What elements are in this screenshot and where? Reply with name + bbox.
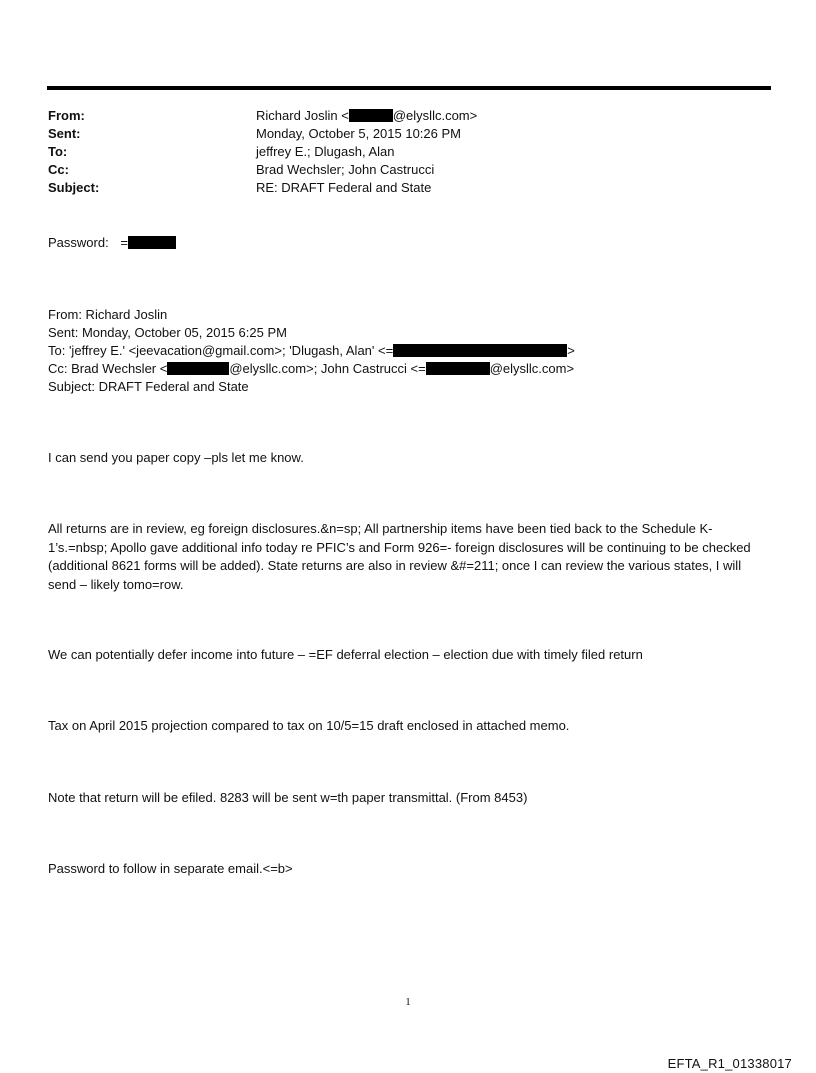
bates-number: EFTA_R1_01338017 <box>667 1056 792 1071</box>
redaction-box <box>393 344 567 357</box>
from-name: Richard Joslin < <box>256 108 349 123</box>
body-paragraph-4: Tax on April 2015 projection compared to tax on 10/5=15 draft enclosed in attached memo. <box>48 718 570 733</box>
body-paragraph-6: Password to follow in separate email.<=b> <box>48 861 293 876</box>
quoted-cc-mid: @elysllc.com>; John Castrucci <= <box>229 361 426 376</box>
cc-label: Cc: <box>48 162 69 177</box>
body-paragraph-1: I can send you paper copy –pls let me know. <box>48 450 304 465</box>
page-number: 1 <box>405 996 411 1008</box>
sent-value: Monday, October 5, 2015 10:26 PM <box>256 126 461 141</box>
sent-label: Sent: <box>48 126 81 141</box>
redaction-box <box>128 236 176 249</box>
from-domain: @elysllc.com> <box>392 108 478 123</box>
body-paragraph-3: We can potentially defer income into future – =EF deferral election – election due with timely filed return <box>48 647 643 662</box>
quoted-to-text: To: 'jeffrey E.' <jeevacation@gmail.com>; 'Dlugash, Alan' <= <box>48 343 394 358</box>
password-label: Password: <box>48 235 109 250</box>
quoted-cc <box>48 360 574 378</box>
quoted-to <box>48 342 575 360</box>
body-paragraph-2: All returns are in review, eg foreign disclosures.&n=sp; All partnership items have been tied back to the Schedule K-1’s.=nbsp; Apollo gave additional info today re PFIC’s and Form 926=- foreign disclosures will be continuing to be checked (additional 8621 forms will be added). State returns are also in review &#=211; once I can review the various states, I will send – likely tomo=row. <box>48 521 751 592</box>
subject-value: RE: DRAFT Federal and State <box>256 180 432 195</box>
header-divider <box>47 86 771 90</box>
quoted-cc-text: Cc: Brad Wechsler < <box>48 361 168 376</box>
password-prefix: = <box>120 235 128 250</box>
quoted-sent: Sent: Monday, October 05, 2015 6:25 PM <box>48 325 287 340</box>
quoted-to-end: > <box>567 343 575 358</box>
quoted-subject: Subject: DRAFT Federal and State <box>48 379 249 394</box>
redaction-box <box>167 362 229 375</box>
redaction-box <box>426 362 490 375</box>
from-label: From: <box>48 108 85 123</box>
to-value: jeffrey E.; Dlugash, Alan <box>256 144 395 159</box>
from-value <box>256 108 477 123</box>
cc-value: Brad Wechsler; John Castrucci <box>256 162 435 177</box>
to-label: To: <box>48 144 68 159</box>
subject-label: Subject: <box>48 180 100 195</box>
password-line <box>48 234 176 252</box>
redaction-box <box>349 109 393 122</box>
quoted-from: From: Richard Joslin <box>48 307 168 322</box>
body-paragraph-5: Note that return will be efiled. 8283 will be sent w=th paper transmittal. (From 8453) <box>48 790 528 805</box>
quoted-cc-end: @elysllc.com> <box>489 361 575 376</box>
